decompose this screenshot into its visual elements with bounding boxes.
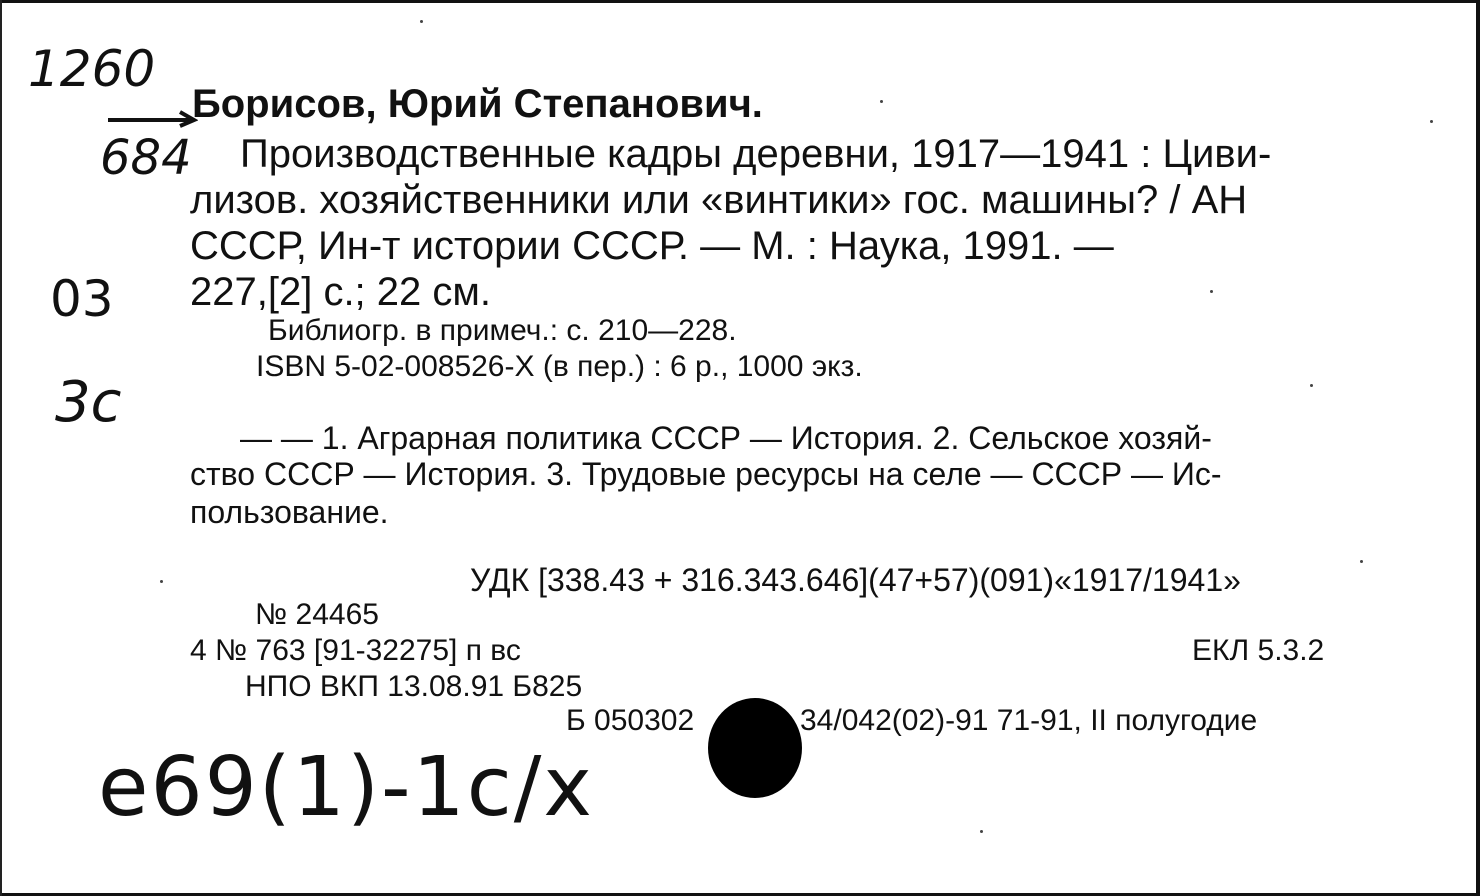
speck — [880, 100, 883, 103]
speck — [1360, 560, 1363, 563]
title-line-2: лизов. хозяйственники или «винтики» гос. машины? / АН — [190, 178, 1248, 222]
card-border-top — [0, 0, 1480, 3]
handwritten-top-number: 1260 — [28, 40, 156, 98]
handwritten-code-1: 03 — [50, 270, 114, 328]
speck — [1210, 290, 1213, 293]
handwritten-code-2: 3c — [55, 370, 122, 435]
handwritten-bottom-note: e69(1)-1c/x — [98, 740, 594, 835]
subject-line-1: — — 1. Аграрная политика СССР — История. 2. Сельское хозяй- — [240, 420, 1212, 456]
udk-code: УДК [338.43 + 316.343.646](47+57)(091)«1917/1941» — [470, 562, 1241, 598]
ekl-code: ЕКЛ 5.3.2 — [1192, 634, 1325, 667]
speck — [980, 830, 983, 833]
isbn-line: ISBN 5-02-008526-X (в пер.) : 6 р., 1000 экз. — [256, 350, 863, 383]
card-border-right — [1476, 0, 1480, 896]
subject-line-2: ство СССР — История. 3. Трудовые ресурсы на селе — СССР — Ис- — [190, 456, 1222, 492]
card-border-left — [0, 0, 2, 896]
speck — [1430, 120, 1433, 123]
npo-line: НПО ВКП 13.08.91 Б825 — [245, 670, 583, 703]
title-line-1: Производственные кадры деревни, 1917—1941 : Циви- — [240, 132, 1272, 176]
b-code-left: Б 050302 — [566, 704, 695, 737]
record-number: № 24465 — [255, 598, 379, 631]
subject-line-3: пользование. — [190, 494, 389, 530]
speck — [420, 20, 423, 23]
title-line-4: 227,[2] с.; 22 см. — [190, 270, 491, 314]
speck — [160, 580, 163, 583]
ink-blot — [708, 698, 802, 798]
title-line-3: СССР, Ин-т истории СССР. — М. : Наука, 1991. — — [190, 224, 1114, 268]
author-heading: Борисов, Юрий Степанович. — [192, 82, 763, 126]
b-code-right: 34/042(02)-91 71-91, II полугодие — [800, 704, 1258, 737]
speck — [1310, 384, 1313, 387]
bibliography-note: Библиогр. в примеч.: с. 210—228. — [268, 314, 737, 347]
handwritten-arrow-icon — [108, 108, 198, 128]
handwritten-shelf-mark: 684 — [100, 130, 192, 186]
order-code: 4 № 763 [91-32275] п вс — [190, 634, 521, 667]
